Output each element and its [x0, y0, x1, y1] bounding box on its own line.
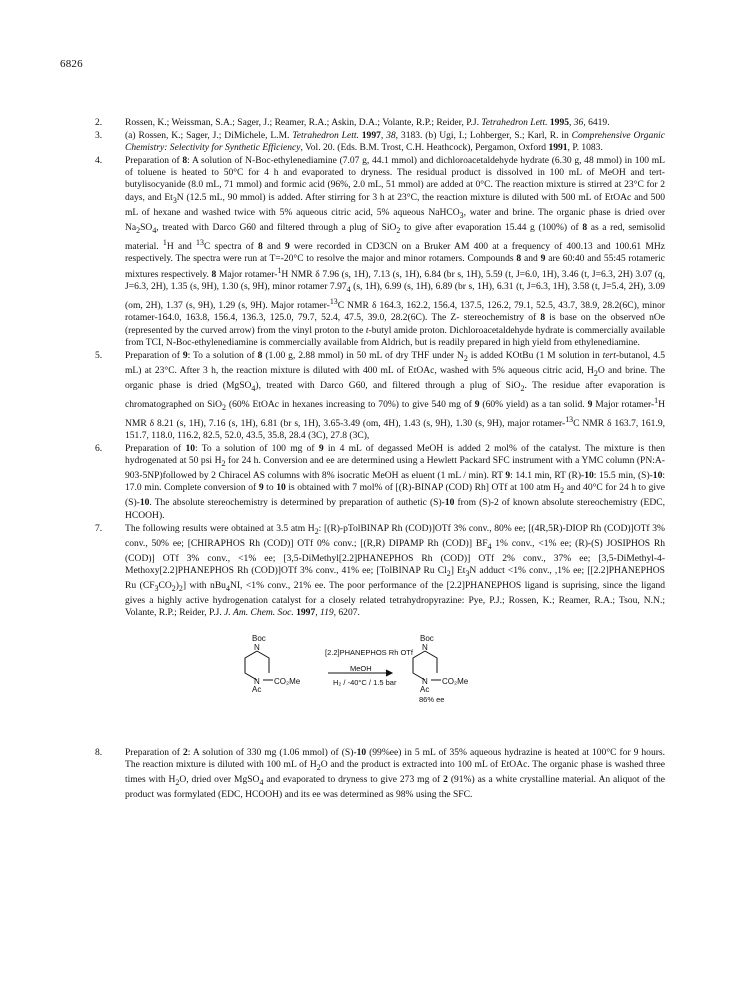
note-text: Rossen, K.; Weissman, S.A.; Sager, J.; Reamer, R.A.; Askin, D.A.; Volante, R.P.; Reider, P.J. Tetrahedron Lett. 1995, 36, 6419.: [125, 117, 610, 128]
note-number: 5.: [95, 349, 103, 361]
note-6: [95, 443, 665, 521]
notes-list: [95, 117, 665, 801]
ee-label: 86% ee: [419, 694, 445, 704]
left-ring-bonds-2: [257, 651, 269, 673]
note-number: 6.: [95, 443, 103, 455]
note-text: The following results were obtained at 3.5 atm $H_2$: [(R)-pTolBINAP Rh (COD)]OTf 3% conv., 80% ee; [(4R,5R)-DIOP Rh (COD)]OTf 3% conv., 50% ee; [CHIRAPHOS Rh (COD)] OTf 0% conv.; [(R,R) DIPAMP Rh (COD)] $BF_4$ 1% conv., <1% ee; (R)-(S) JOSIPHOS Rh (COD)] OTf 3% conv., <1% ee; [3,5-DiMethyl[2.2]PHANEPHOS Rh (COD)] OTf 2% conv., 37% ee; [3,5-DiMethyl-4-Methoxy[2.2]PHANEPHOS Rh (COD)]OTf 3% conv., 41% ee; [TolBINAP Ru $Cl_2$] $Et_3N$ adduct <1% conv., ,1% ee; [[2.2]PHANEPHOS Ru $(CF_3CO_2)_2$] with nBu$_4$NI, <1% conv., 21% ee. The poor performance of the [2.2]PHANEPHOS ligand is suprising, since the ligand gives a highly active hydrogenation catalyst for a closely related tetrahydropyrazine: Pye, P.J.; Rossen, K.; Reamer, R.A.; Tsou, N.N.; Volante, R.P.; Reider, P.J. J. Am. Chem. Soc. 1997, 119, 6207.: [125, 522, 666, 618]
note-3: [95, 130, 665, 154]
note-5: [95, 350, 665, 443]
left-boc-label: Boc: [252, 633, 266, 643]
note-number: 3.: [95, 130, 103, 142]
note-4: [95, 155, 665, 348]
note-text: (a) Rossen, K.; Sager, J.; DiMichele, L.M. Tetrahedron Lett. 1997, 38, 3183. (b) Ugi, I.; Lohberger, S.; Karl, R. in Comprehensive Organic Chemistry: Selectivity for Synthetic Efficiency, Vol. 20. (Eds. B.M. Trost, C.H. Heathcock), Pergamon, Oxford 1991, P. 1083.: [125, 130, 665, 154]
solvent-label: MeOH: [350, 663, 372, 673]
left-ester-label: CO₂Me: [274, 676, 301, 686]
note-text: Preparation of 8: A solution of N-Boc-ethylenediamine (7.07 g, 44.1 mmol) and dichloroacetaldehyde hydrate (6.30 g, 48 mmol) in 100 mL of toluene is heated to 50°C for 4 h and evaporated to dryness. The residual product is dissolved in 100 mL of MeOH and tert-butylisocyanide (8.0 mL, 71 mmol) and formic acid (96%, 2.0 mL, 51 mmol) are added at 0°C. The reaction mixture is stirred at 23°C for 2 days, and $Et_3N$ (12.5 mL, 90 mmol) is added. After stirring for 3 h at 23°C, the reaction mixture is diluted with 500 mL of EtOAc and 500 mL of hexane and washed twice with 5% aqueous citric acid, 5% aqueous NaHCO$_3$, water and brine. The organic phase is dried over $Na_2SO_4$, treated with Darco G60 and filtered through a plug of SiO$_2$ to give after evaporation 15.44 g (100%) of 8 as a red, semisolid material. $^1$H and $^{13}$C spectra of 8 and 9 were recorded in CD3CN on a Bruker AM 400 at a frequency of 400.13 and 100.61 MHz respectively. The spectra were run at T=-20°C to resolve the major and minor rotamers. Compounds 8 and 9 are 60:40 and 55:45 rotameric mixtures respectively. 8 Major rotamer-$^1$H NMR δ 7.96 (s, 1H), 7.13 (s, 1H), 6.84 (br s, 1H), 5.59 (t, J=6.0, 1H), 3.46 (t, J=6.3, 2H) 3.07 (q, J=6.3, 2H), 1.35 (s, 9H), 1.30 (s, 9H), minor rotamer $7.97_4$ (s, 1H), 6.99 (s, 1H), 6.89 (br s, 1H), 6.31 (t, J=6.3, 1H), 3.58 (t, J=5.4, 2H), 3.09 (om, 2H), 1.37 (s, 9H), 1.29 (s, 9H). Major rotamer-$^{13}$C NMR δ 164.3, 162.2, 156.4, 137.5, 126.2, 79.1, 52.5, 43.7, 38.9, 28.2(6C), minor rotamer-164.0, 163.8, 156.4, 136.3, 125.0, 79.7, 52.4, 47.5, 39.0, 28.2(6C). The Z- stereochemistry of 8 is base on the observed nOe (represented by the curved arrow) from the vinyl proton to the t-butyl amide proton. Dichloroacetaldehyde hydrate is commercially available from TCI, N-Boc-ethylenediamine is commercially available from Aldrich, but is readily prepared in high yield from ethylenediamine.: [125, 155, 666, 348]
note-2: [95, 117, 665, 129]
note-8: [95, 747, 665, 801]
right-boc-label: Boc: [420, 633, 434, 643]
left-ac-label: Ac: [252, 684, 262, 694]
note-text: Preparation of 9: To a solution of 8 (1.00 g, 2.88 mmol) in 50 mL of dry THF under $N_2$ is added KOtBu (1 M solution in tert-butanol, 4.5 mL) at 23°C. After 3 h, the reaction mixture is diluted with 400 mL of EtOAc, washed with 5% aqueous citric acid, $H_2O$ and brine. The organic phase is dried (MgSO$_4$), treated with Darco G60, and filtered through a plug of SiO$_2$. The residue after evaporation is chromatographed on SiO$_2$ (60% EtOAc in hexanes increasing to 70%) to give 540 mg of 9 (60% yield) as a tan solid. 9 Major rotamer-$^1$H NMR δ 8.21 (s, 1H), 7.16 (s, 1H), 6.81 (br s, 1H), 3.65-3.49 (om, 4H), 1.43 (s, 9H), 1.30 (s, 9H), major rotamer-$^{13}$C NMR δ 163.7, 161.9, 151.7, 118.0, 116.2, 82.5, 52.0, 43.5, 35.8, 28.4 (3C), 27.8 (3C),: [125, 349, 666, 442]
right-ester-label: CO₂Me: [442, 676, 469, 686]
arrow-head: [386, 670, 392, 676]
conditions-label: H₂ / -40°C / 1.5 bar: [333, 677, 397, 687]
catalyst-label: [2.2]PHANEPHOS Rh OTf: [325, 647, 413, 657]
note-number: 8.: [95, 746, 103, 758]
note-number: 7.: [95, 522, 103, 534]
right-n-top: N: [422, 642, 428, 652]
note-7: [95, 523, 665, 619]
right-n-bottom: N: [422, 676, 428, 686]
right-ring-bonds-2: [425, 651, 437, 673]
note-text: Preparation of 2: A solution of 330 mg (1.06 mmol) of (S)-10 (99%ee) in 5 mL of 35% aqueous hydrazine is heated at 100°C for 9 hours. The reaction mixture is diluted with 100 mL of $H_2O$ and the product is extracted into 100 mL of EtOAc. The organic phase is washed three times with $H_2O$, dried over MgSO$_4$ and evaporated to dryness to give 273 mg of 2 (91%) as a white crystalline material. An aliquot of the product was formylated (EDC, HCOOH) and its ee was determined as 98% using the SFC.: [125, 746, 666, 801]
reaction-scheme: [95, 633, 665, 733]
note-number: 2.: [95, 117, 103, 128]
left-n-bottom: N: [254, 676, 260, 686]
right-ac-label: Ac: [420, 684, 430, 694]
note-text: Preparation of 10: To a solution of 100 mg of 9 in 4 mL of degassed MeOH is added 2 mol% of the catalyst. The mixture is then hydrogenated at 50 psi $H_2$ for 24 h. Conversion and ee are determined using a Hewlett Packard SFC instrument with a YMC column (PN:A-903-5NP)followed by 2 Chiracel AS columns with 8% isocratic MeOH as eluent (1 mL / min). RT 9: 14.1 min, RT (R)-10: 15.5 min, (S)-10: 17.0 min. Complete conversion of 9 to 10 is obtained with 7 mol% of [(R)-BINAP (COD) Rh] OTf at 100 atm $H_2$ and 40°C for 24 h to give (S)-10. The absolute stereochemistry is determined by preparation of authetic (S)-10 from (S)-2 of known absolute stereochemistry (EDC, HCOOH).: [125, 443, 665, 521]
left-n-top: N: [254, 642, 260, 652]
page-number: 6826: [60, 58, 83, 70]
note-number: 4.: [95, 155, 103, 167]
